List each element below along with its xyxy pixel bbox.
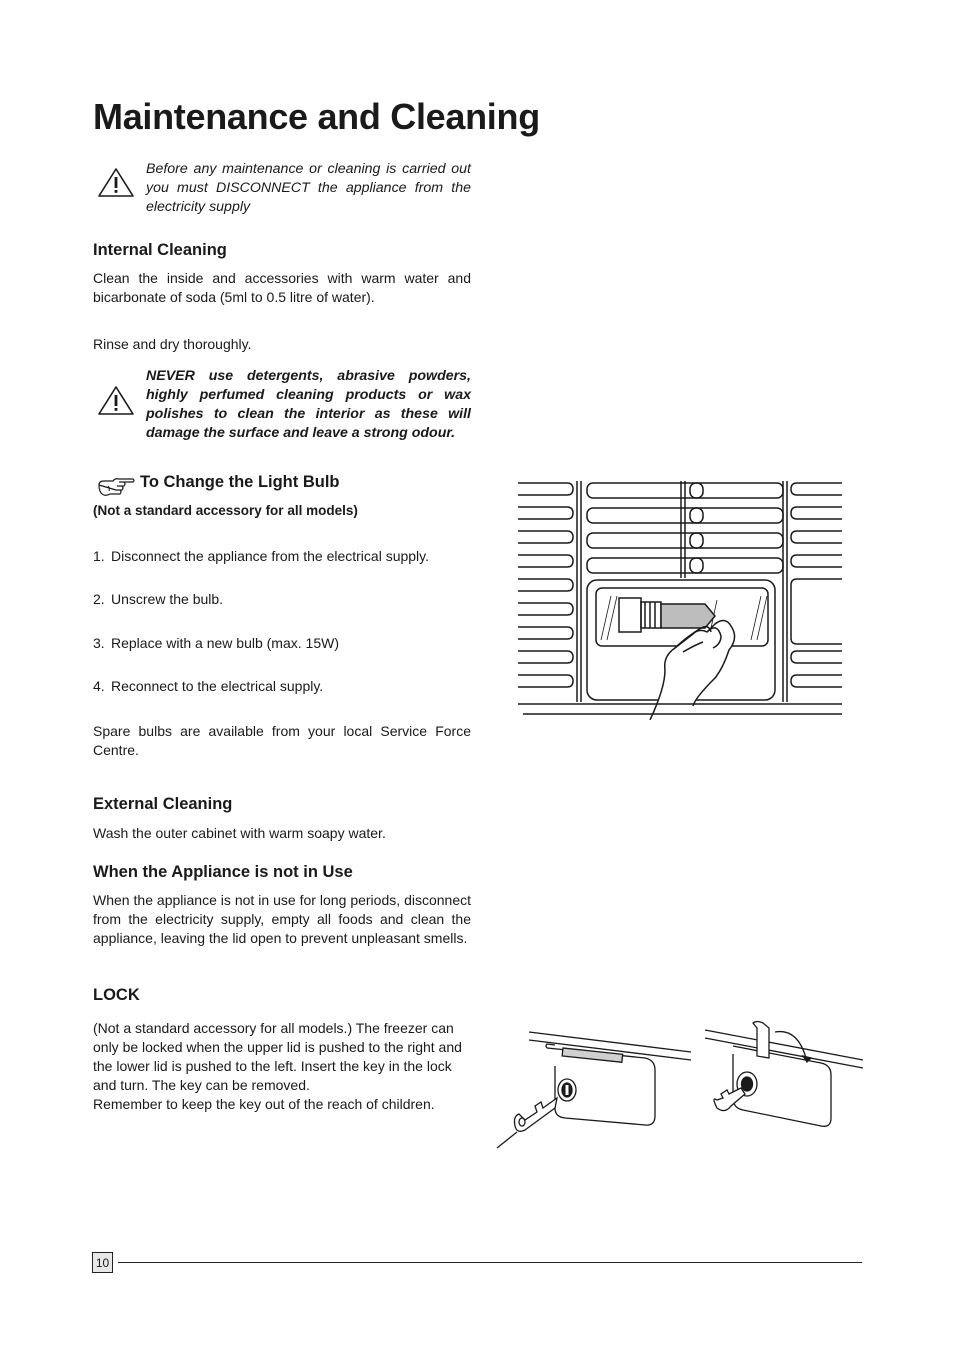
page-title: Maintenance and Cleaning — [93, 96, 540, 137]
warning-triangle-icon — [97, 385, 135, 417]
internal-cleaning-text: Clean the inside and accessories with warm water and bicarbonate of soda (5ml to 0.5 litre of water). — [93, 270, 471, 305]
step-3: 3. Replace with a new bulb (max. 15W) — [93, 635, 339, 651]
light-bulb-heading: To Change the Light Bulb — [140, 473, 340, 491]
spare-bulbs-text: Spare bulbs are available from your local Service Force Centre. — [93, 723, 471, 758]
detergent-warning-text: NEVER use detergents, abrasive powders, highly perfumed cleaning products or wax polishes to clean the interior as these will damage the surface and leave a strong odour. — [146, 368, 471, 441]
lock-illustration — [495, 1018, 865, 1150]
light-bulb-illustration — [515, 478, 845, 720]
lock-instructions: (Not a standard accessory for all models.) The freezer can only be locked when the upper lid is pushed to the right and the lower lid is pushed to the left. Insert the key in the lock and turn. The key can be removed. — [93, 1020, 462, 1093]
internal-cleaning-heading: Internal Cleaning — [93, 241, 227, 259]
lock-children-note: Remember to keep the key out of the reach of children. — [93, 1096, 435, 1112]
rinse-text: Rinse and dry thoroughly. — [93, 336, 252, 352]
page-number: 10 — [92, 1252, 113, 1273]
disconnect-warning-text: Before any maintenance or cleaning is carried out you must DISCONNECT the appliance from the electricity supply — [146, 161, 471, 215]
step-2: 2. Unscrew the bulb. — [93, 591, 224, 607]
light-bulb-note: (Not a standard accessory for all models) — [93, 503, 358, 518]
lock-heading: LOCK — [93, 986, 140, 1004]
external-cleaning-text: Wash the outer cabinet with warm soapy water. — [93, 825, 386, 841]
external-cleaning-heading: External Cleaning — [93, 795, 233, 813]
pointing-hand-icon — [97, 476, 137, 498]
step-4: 4. Reconnect to the electrical supply. — [93, 678, 324, 694]
not-in-use-heading: When the Appliance is not in Use — [93, 863, 353, 881]
footer-rule — [118, 1262, 862, 1263]
step-1: 1. Disconnect the appliance from the electrical supply. — [93, 548, 430, 564]
not-in-use-text: When the appliance is not in use for long periods, disconnect from the electricity supply, empty all foods and clean the appliance, leaving the lid open to prevent unpleasant smells. — [93, 892, 471, 946]
warning-triangle-icon — [97, 167, 135, 199]
lock-text — [93, 1019, 465, 1114]
